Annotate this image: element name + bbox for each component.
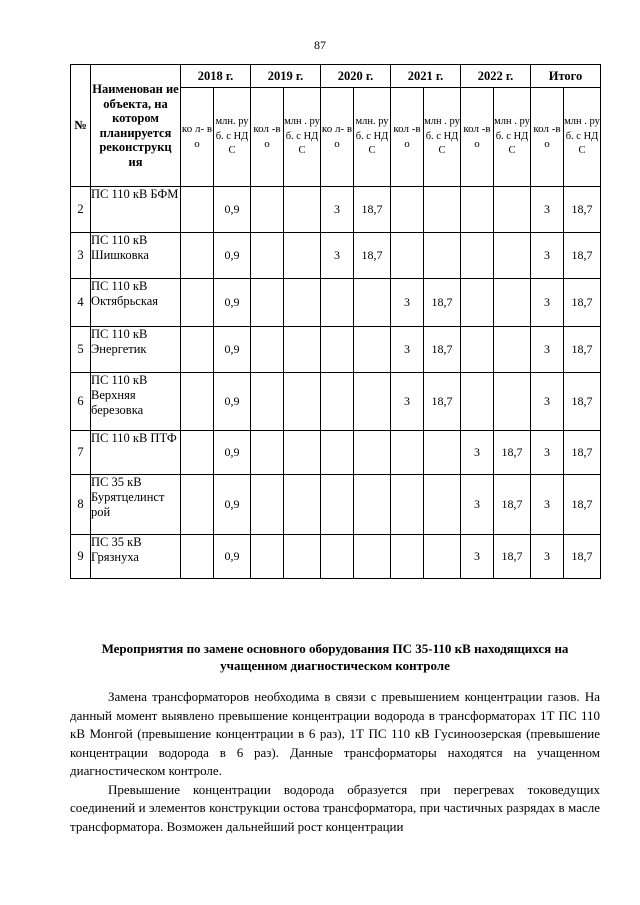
cell-y2022-qty: 3 (461, 535, 494, 579)
cell-y2018-money: 0,9 (214, 535, 251, 579)
row-number-cell: 6 (71, 373, 91, 431)
subheader-2021-qty: кол -во (391, 88, 424, 187)
header-year-2018: 2018 г. (181, 65, 251, 88)
cell-y2021-qty (391, 431, 424, 475)
header-year-2020: 2020 г. (321, 65, 391, 88)
cell-y2018-money: 0,9 (214, 187, 251, 233)
cell-y2018-money: 0,9 (214, 279, 251, 327)
header-year-2022: 2022 г. (461, 65, 531, 88)
subheader-total-money: млн . руб. с НД С (564, 88, 601, 187)
cell-total-money: 18,7 (564, 187, 601, 233)
cell-y2022-money: 18,7 (494, 475, 531, 535)
object-name-cell: ПС 110 кВ БФМ (91, 187, 181, 233)
cell-y2021-qty (391, 475, 424, 535)
cell-y2021-money (424, 187, 461, 233)
header-year-2019: 2019 г. (251, 65, 321, 88)
row-number-cell: 9 (71, 535, 91, 579)
cell-y2022-qty (461, 373, 494, 431)
cell-y2018-qty (181, 233, 214, 279)
object-name-cell: ПС 110 кВ ПТФ (91, 431, 181, 475)
row-number-cell: 3 (71, 233, 91, 279)
subheader-2020-qty: ко л- во (321, 88, 354, 187)
row-number-cell: 8 (71, 475, 91, 535)
cell-y2018-money: 0,9 (214, 327, 251, 373)
cell-y2021-qty: 3 (391, 373, 424, 431)
table-row (71, 535, 601, 579)
header-total: Итого (531, 65, 601, 88)
cell-y2021-money: 18,7 (424, 279, 461, 327)
table-row (71, 475, 601, 535)
cell-y2019-money (284, 233, 321, 279)
table-row (71, 279, 601, 327)
cell-y2022-qty (461, 233, 494, 279)
cell-y2018-qty (181, 187, 214, 233)
cell-y2021-qty (391, 233, 424, 279)
cell-y2022-money (494, 187, 531, 233)
cell-y2021-money (424, 431, 461, 475)
row-number-cell: 7 (71, 431, 91, 475)
table-row (71, 373, 601, 431)
subheader-2022-qty: кол -во (461, 88, 494, 187)
page-number: 87 (314, 38, 326, 52)
cell-y2018-qty (181, 327, 214, 373)
cell-total-money: 18,7 (564, 279, 601, 327)
cell-total-money: 18,7 (564, 431, 601, 475)
header-number: № (71, 65, 91, 187)
cell-y2022-money (494, 373, 531, 431)
paragraph: Замена трансформаторов необходима в связи с превышением концентрации газов. На данный момент выявлено превышение концентрации водорода в трансформаторах 1Т ПС 110 кВ Монгой (превышение концентрации в 6 раз), 1Т ПС 110 кВ Гусиноозерская (превышение концентрации водорода в 6 раз). Данные трансформаторы находятся на учащенном диагностическом контроле. (70, 689, 600, 778)
cell-y2019-qty (251, 279, 284, 327)
cell-y2020-qty (321, 327, 354, 373)
section-title: Мероприятия по замене основного оборудования ПС 35-110 кВ находящихся на учащенном диагностическом контроле (101, 641, 569, 673)
cell-y2018-money: 0,9 (214, 373, 251, 431)
cell-y2020-qty (321, 373, 354, 431)
subheader-total-qty: кол -во (531, 88, 564, 187)
cell-y2020-qty (321, 431, 354, 475)
cell-y2020-money (354, 475, 391, 535)
subheader-2018-money: млн. руб. с НД С (214, 88, 251, 187)
cell-y2019-qty (251, 431, 284, 475)
cell-y2019-money (284, 431, 321, 475)
cell-y2021-qty: 3 (391, 279, 424, 327)
cell-y2021-money: 18,7 (424, 373, 461, 431)
object-name-cell: ПС 35 кВ Грязнуха (91, 535, 181, 579)
cell-y2018-qty (181, 535, 214, 579)
object-name-cell: ПС 110 кВ Верхняя березовка (91, 373, 181, 431)
cell-y2019-qty (251, 327, 284, 373)
cell-y2021-qty (391, 535, 424, 579)
cell-y2019-qty (251, 535, 284, 579)
cell-y2019-money (284, 327, 321, 373)
cell-y2021-qty (391, 187, 424, 233)
cell-y2019-money (284, 373, 321, 431)
object-name-cell: ПС 35 кВ Бурятцелинст рой (91, 475, 181, 535)
cell-total-qty: 3 (531, 431, 564, 475)
cell-y2019-qty (251, 373, 284, 431)
cell-y2019-money (284, 279, 321, 327)
cell-y2018-qty (181, 279, 214, 327)
cell-y2021-money (424, 535, 461, 579)
cell-y2022-money (494, 233, 531, 279)
cell-total-money: 18,7 (564, 373, 601, 431)
cell-total-money: 18,7 (564, 535, 601, 579)
table-row (71, 233, 601, 279)
object-name-cell: ПС 110 кВ Энергетик (91, 327, 181, 373)
cell-y2021-qty: 3 (391, 327, 424, 373)
cell-total-qty: 3 (531, 475, 564, 535)
cell-y2022-qty: 3 (461, 431, 494, 475)
cell-total-qty: 3 (531, 327, 564, 373)
cell-total-money: 18,7 (564, 475, 601, 535)
object-name-cell: ПС 110 кВ Шишковка (91, 233, 181, 279)
cell-y2019-money (284, 475, 321, 535)
cell-total-money: 18,7 (564, 233, 601, 279)
cell-y2022-money (494, 279, 531, 327)
cell-y2022-money (494, 327, 531, 373)
cell-y2021-money (424, 233, 461, 279)
cell-y2019-qty (251, 187, 284, 233)
cell-y2020-money (354, 535, 391, 579)
subheader-2019-qty: кол -во (251, 88, 284, 187)
cell-y2018-money: 0,9 (214, 475, 251, 535)
cell-y2020-qty (321, 279, 354, 327)
cell-y2020-qty (321, 475, 354, 535)
subheader-2021-money: млн . руб. с НД С (424, 88, 461, 187)
cell-y2020-qty: 3 (321, 233, 354, 279)
header-year-2021: 2021 г. (391, 65, 461, 88)
cell-y2022-qty (461, 279, 494, 327)
cell-y2022-qty (461, 327, 494, 373)
cell-total-qty: 3 (531, 279, 564, 327)
table-row (71, 327, 601, 373)
cell-y2019-qty (251, 233, 284, 279)
subheader-2020-money: млн. руб. с НД С (354, 88, 391, 187)
cell-total-money: 18,7 (564, 327, 601, 373)
table-body (71, 187, 601, 579)
cell-y2021-money (424, 475, 461, 535)
row-number-cell: 5 (71, 327, 91, 373)
cell-y2018-qty (181, 373, 214, 431)
cell-y2018-money: 0,9 (214, 431, 251, 475)
cell-y2022-qty: 3 (461, 475, 494, 535)
cell-y2018-qty (181, 475, 214, 535)
cell-y2021-money: 18,7 (424, 327, 461, 373)
cell-y2020-money (354, 327, 391, 373)
subheader-2018-qty: ко л- во (181, 88, 214, 187)
subheader-2019-money: млн . руб. с НД С (284, 88, 321, 187)
table-row (71, 187, 601, 233)
cell-y2020-money: 18,7 (354, 233, 391, 279)
row-number-cell: 2 (71, 187, 91, 233)
cell-y2022-money: 18,7 (494, 431, 531, 475)
cell-y2020-qty: 3 (321, 187, 354, 233)
cell-y2018-qty (181, 431, 214, 475)
cell-total-qty: 3 (531, 233, 564, 279)
subheader-2022-money: млн . руб. с НД С (494, 88, 531, 187)
object-name-cell: ПС 110 кВ Октябрьская (91, 279, 181, 327)
cell-y2020-money (354, 373, 391, 431)
cell-y2020-qty (321, 535, 354, 579)
header-object-name: Наименован ие объекта, на котором планируется реконструкц ия (91, 65, 181, 187)
table-header-row (71, 65, 601, 88)
cell-y2019-money (284, 535, 321, 579)
row-number-cell: 4 (71, 279, 91, 327)
cell-total-qty: 3 (531, 373, 564, 431)
cell-y2022-money: 18,7 (494, 535, 531, 579)
reconstruction-table (70, 64, 601, 579)
body-text (70, 688, 600, 836)
cell-y2022-qty (461, 187, 494, 233)
cell-y2019-qty (251, 475, 284, 535)
cell-y2019-money (284, 187, 321, 233)
cell-y2020-money: 18,7 (354, 187, 391, 233)
paragraph: Превышение концентрации водорода образуется при перегревах токоведущих соединений и элементов конструкции остова трансформатора, при частичных разрядах в масле трансформатора. Возможен дальнейший рост концентрации (70, 781, 600, 834)
cell-y2018-money: 0,9 (214, 233, 251, 279)
cell-total-qty: 3 (531, 187, 564, 233)
cell-total-qty: 3 (531, 535, 564, 579)
cell-y2020-money (354, 279, 391, 327)
cell-y2020-money (354, 431, 391, 475)
table-row (71, 431, 601, 475)
